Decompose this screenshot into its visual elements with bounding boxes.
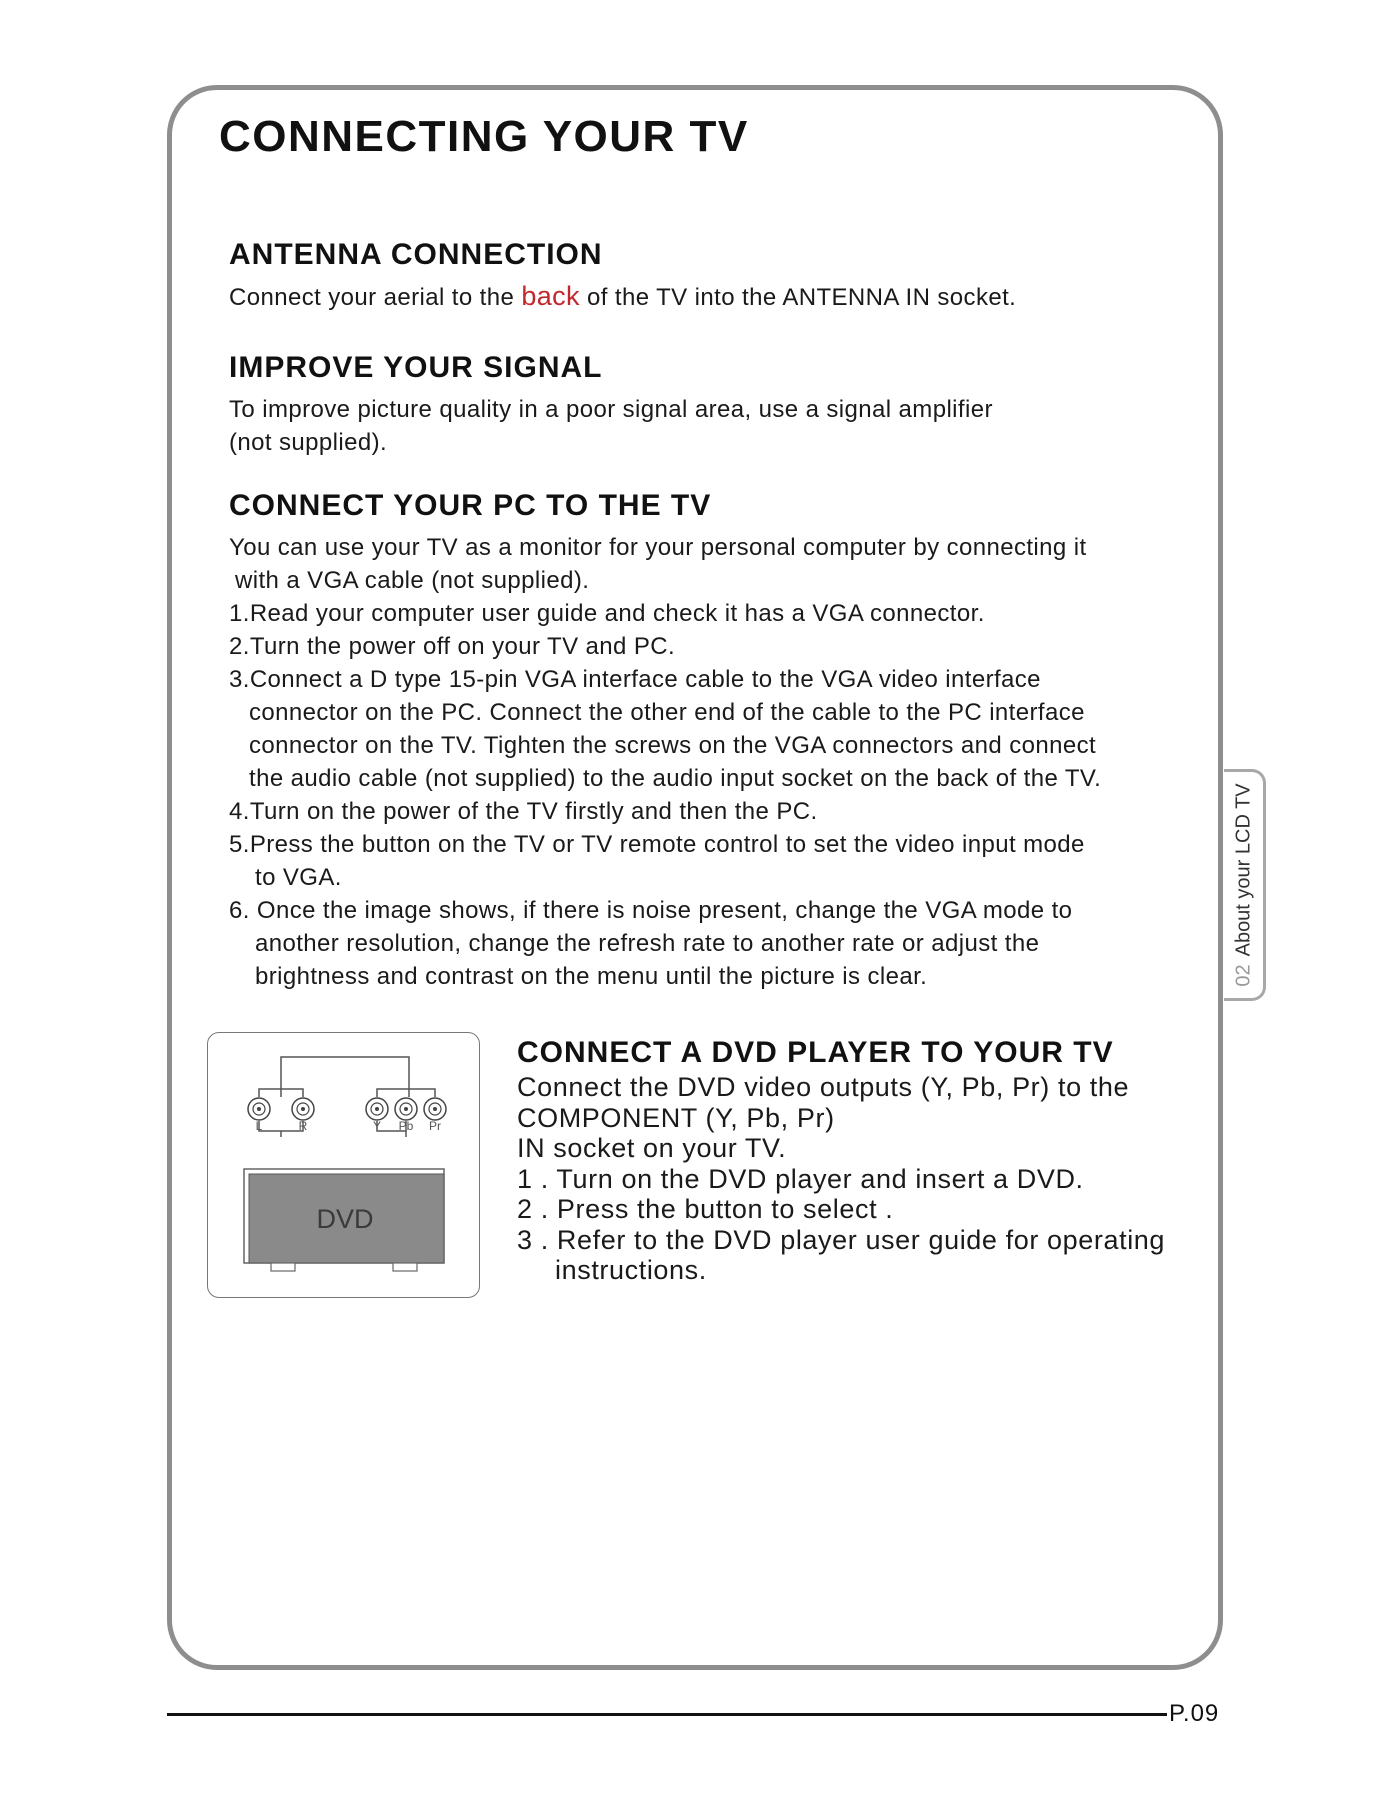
pc-step-6-cont: another resolution, change the refresh rate to another rate or adjust the [255,930,1040,957]
pc-step-3-cont: the audio cable (not supplied) to the audio input socket on the back of the TV. [249,765,1102,792]
pc-step-4: 4.Turn on the power of the TV firstly and then the PC. [229,798,818,825]
signal-section [229,351,1169,459]
pc-step-5: 5.Press the button on the TV or TV remote control to set the video input mode [229,831,1085,858]
dvd-step-3: 3 . Refer to the DVD player user guide for operating [517,1224,1166,1255]
pc-step-6: 6. Once the image shows, if there is noise present, change the VGA mode to [229,897,1073,924]
dvd-device-label: DVD [316,1204,374,1234]
page-title: CONNECTING YOUR TV [219,112,749,161]
rca-jacks [248,1098,446,1120]
highlight-word: back [521,281,580,311]
pc-step-3-cont: connector on the TV. Tighten the screws on the VGA connectors and connect [249,732,1097,759]
dvd-section [517,1036,1197,1286]
device-foot [393,1263,417,1271]
antenna-heading: ANTENNA CONNECTION [229,238,603,271]
jack-pr [424,1098,446,1120]
jack-label-pb: Pb [398,1119,414,1133]
cable-audio-bottom [259,1121,303,1131]
pc-step-3-cont: connector on the PC. Connect the other end of the cable to the PC interface [249,699,1085,726]
chapter-label: About your LCD TV [1232,783,1254,957]
dvd-text-line: COMPONENT (Y, Pb, Pr) [517,1102,835,1133]
chapter-side-tab [1224,769,1266,1001]
jack-label-r: R [298,1119,308,1133]
pc-step-6-cont: brightness and contrast on the menu until the picture is clear. [255,963,928,990]
jack-pb [395,1098,417,1120]
jack-label-pr: Pr [429,1119,441,1133]
jack-label-y: Y [372,1119,382,1133]
jack-y [366,1098,388,1120]
dvd-step-3-cont: instructions. [555,1255,707,1285]
pc-heading: CONNECT YOUR PC TO THE TV [229,489,712,522]
dvd-text-line: IN socket on your TV. [517,1133,787,1163]
pc-step-2: 2.Turn the power off on your TV and PC. [229,633,676,660]
pc-step-1: 1.Read your computer user guide and check it has a VGA connector. [229,600,985,627]
chapter-number: 02 [1232,964,1254,987]
pc-intro-line: You can use your TV as a monitor for your personal computer by connecting it [229,534,1087,561]
diagram-illustration [208,1033,481,1299]
pc-step-3: 3.Connect a D type 15-pin VGA interface cable to the VGA video interface [229,666,1041,693]
cable-main [281,1057,409,1097]
dvd-text-line: Connect the DVD video outputs (Y, Pb, Pr) to the [517,1072,1130,1102]
antenna-text: Connect your aerial to the back of the TV into the ANTENNA IN socket. [229,281,1017,311]
signal-heading: IMPROVE YOUR SIGNAL [229,351,603,384]
cable-video-group [377,1089,435,1097]
dvd-heading: CONNECT A DVD PLAYER TO YOUR TV [517,1036,1114,1069]
device-foot [271,1263,295,1271]
dvd-step-1: 1 . Turn on the DVD player and insert a DVD. [517,1163,1084,1194]
pc-intro-line: with a VGA cable (not supplied). [235,567,590,594]
pc-section [229,489,1169,993]
dvd-step-2: 2 . Press the button to select . [517,1194,894,1224]
dvd-player-device [244,1169,444,1271]
dvd-connection-diagram [207,1032,480,1298]
jack-label-l: L [255,1119,263,1133]
page-number: P.09 [1169,1700,1220,1727]
footer-rule [167,1713,1167,1716]
jack-l [248,1098,270,1120]
signal-text-line: To improve picture quality in a poor signal area, use a signal amplifier [229,396,993,423]
pc-step-5-cont: to VGA. [255,864,342,891]
signal-text-line: (not supplied). [229,429,388,456]
antenna-section [229,238,1169,314]
jack-r [292,1098,314,1120]
